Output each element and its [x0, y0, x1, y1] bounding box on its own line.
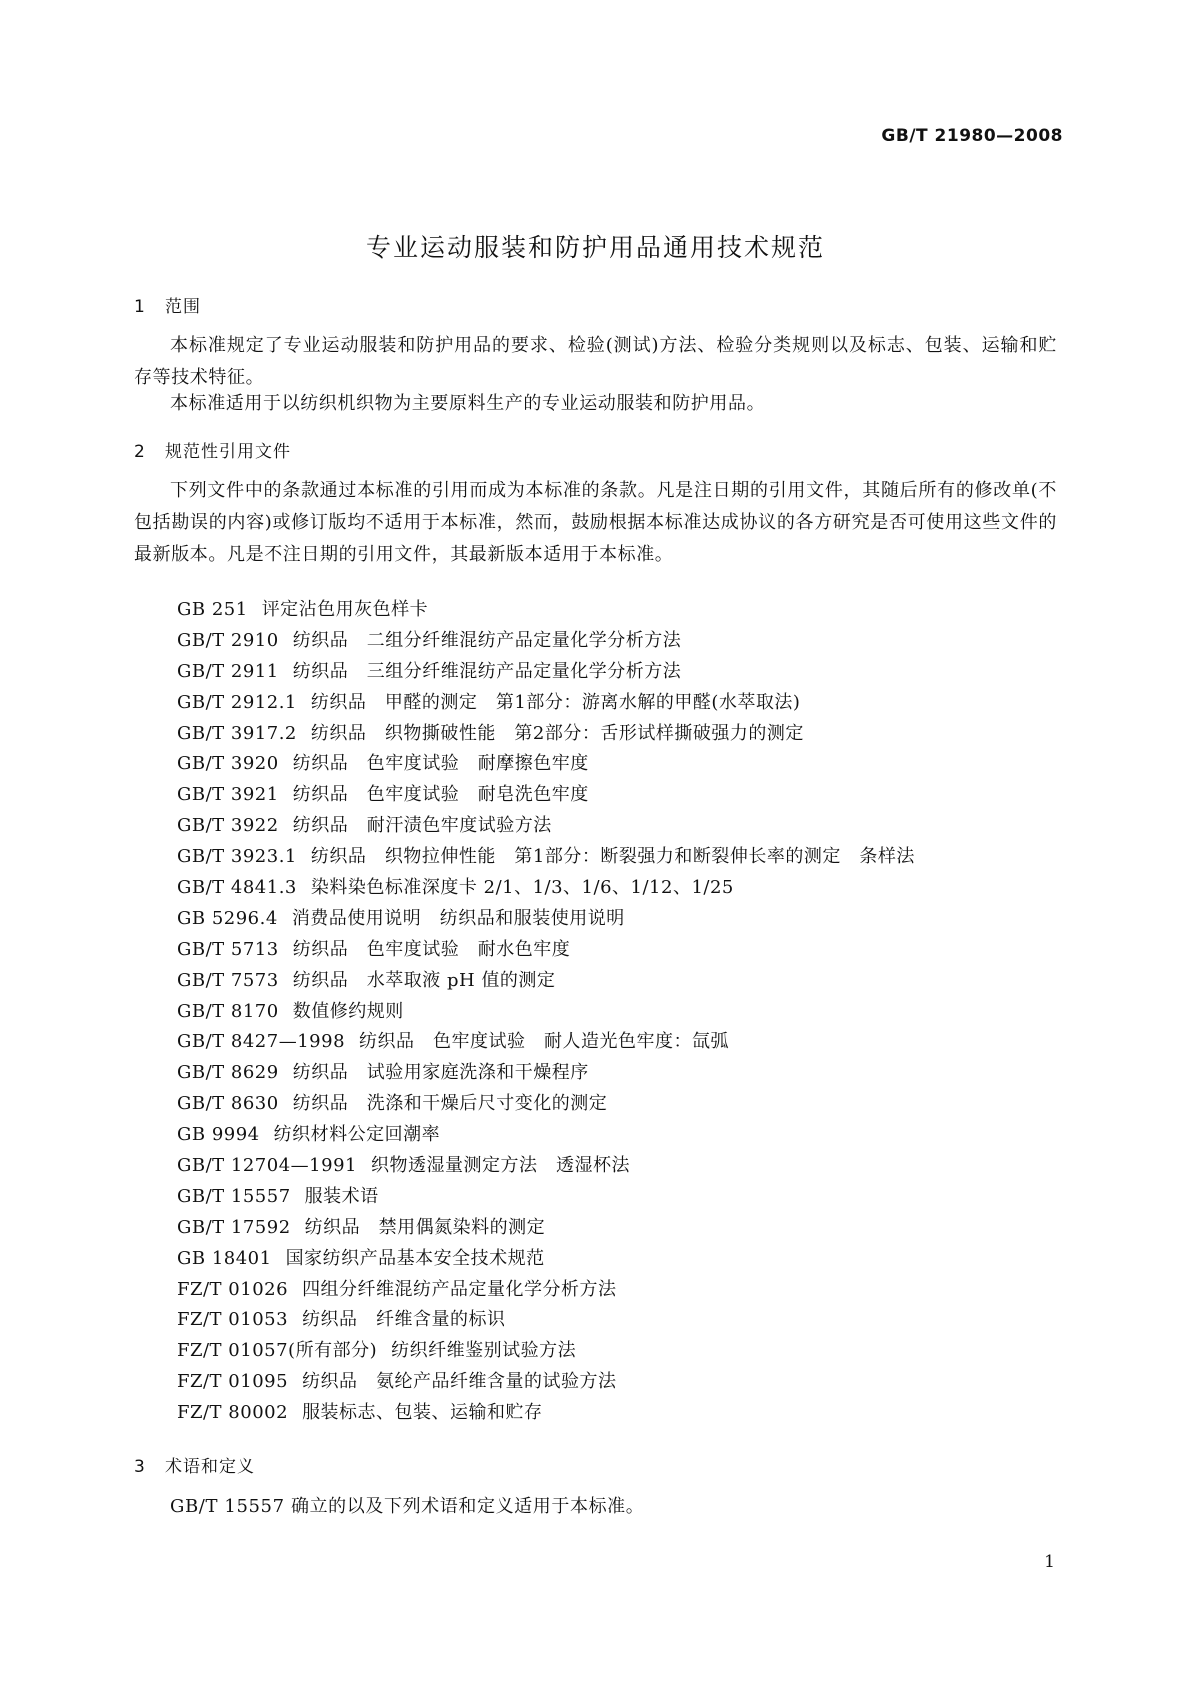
reference-item [177, 997, 915, 1028]
reference-code: FZ/T 01095 [177, 1371, 289, 1393]
reference-title: 国家纺织产品基本安全技术规范 [285, 1247, 545, 1269]
reference-title: 消费品使用说明 纺织品和服装使用说明 [291, 907, 625, 929]
section-number: 3 [134, 1457, 146, 1477]
reference-item [177, 595, 915, 626]
reference-code: GB 9994 [177, 1124, 260, 1146]
section-title: 范围 [165, 297, 201, 317]
reference-title: 纺织品 织物撕破性能 第2部分：舌形试样撕破强力的测定 [310, 722, 804, 744]
reference-title: 纺织品 色牢度试验 耐水色牢度 [292, 938, 571, 960]
reference-code: GB/T 3921 [177, 784, 279, 806]
reference-code: GB/T 8630 [177, 1093, 279, 1115]
reference-item [177, 1120, 915, 1151]
reference-title: 纺织品 禁用偶氮染料的测定 [304, 1216, 546, 1238]
reference-code: FZ/T 01026 [177, 1278, 289, 1300]
reference-item [177, 873, 915, 904]
reference-item [177, 1398, 915, 1429]
reference-code: GB/T 5713 [177, 938, 279, 960]
section-number: 1 [134, 297, 146, 317]
reference-code: FZ/T 80002 [177, 1402, 289, 1424]
reference-item [177, 1275, 915, 1306]
reference-code: GB/T 3922 [177, 815, 279, 837]
reference-title: 纺织纤维鉴别试验方法 [391, 1340, 577, 1362]
reference-title: 纺织材料公定回潮率 [273, 1124, 441, 1146]
reference-code: GB/T 3923.1 [177, 846, 297, 868]
reference-code: GB/T 8629 [177, 1062, 279, 1084]
reference-title: 纺织品 耐汗渍色牢度试验方法 [292, 815, 552, 837]
reference-item [177, 1244, 915, 1275]
reference-title: 纺织品 氨纶产品纤维含量的试验方法 [302, 1371, 617, 1393]
reference-title: 纺织品 甲醛的测定 第1部分：游离水解的甲醛(水萃取法) [310, 691, 801, 713]
section-3-heading [134, 1452, 255, 1477]
reference-code: GB/T 8170 [177, 1000, 279, 1022]
reference-code: GB/T 15557 [177, 1185, 291, 1207]
reference-title: 纺织品 洗涤和干燥后尺寸变化的测定 [292, 1093, 608, 1115]
section-2-heading [134, 437, 291, 462]
reference-item [177, 1182, 915, 1213]
reference-code: GB/T 12704—1991 [177, 1155, 357, 1177]
reference-code: FZ/T 01053 [177, 1309, 289, 1331]
section-1-paragraph-2: 本标准适用于以纺织机织物为主要原料生产的专业运动服装和防护用品。 [170, 393, 766, 414]
reference-item [177, 1305, 915, 1336]
reference-title: 纺织品 织物拉伸性能 第1部分：断裂强力和断裂伸长率的测定 条样法 [310, 846, 915, 868]
reference-title: 染料染色标准深度卡 2/1、1/3、1/6、1/12、1/25 [310, 877, 734, 899]
reference-code: GB 18401 [177, 1247, 272, 1269]
reference-item [177, 811, 915, 842]
page-number: 1 [1044, 1552, 1055, 1572]
reference-item [177, 780, 915, 811]
reference-title: 评定沾色用灰色样卡 [261, 599, 429, 620]
reference-code: GB/T 4841.3 [177, 877, 297, 899]
section-2-paragraph-1: 下列文件中的条款通过本标准的引用而成为本标准的条款。凡是注日期的引用文件，其随后所有的修改单(不包括勘误的内容)或修订版均不适用于本标准，然而，鼓励根据本标准达成协议的各方研究是否可使用这些文件的最新版本。凡是不注日期的引用文件，其最新版本适用于本标准。 [134, 480, 1057, 565]
reference-item [177, 1336, 915, 1367]
reference-code: GB/T 8427—1998 [177, 1031, 346, 1053]
reference-title: 纺织品 色牢度试验 耐皂洗色牢度 [292, 784, 589, 806]
reference-item [177, 749, 915, 780]
normative-references-list [177, 595, 915, 1429]
section-number: 2 [134, 442, 146, 462]
reference-title: 织物透湿量测定方法 透湿杯法 [370, 1155, 630, 1177]
reference-title: 纺织品 水萃取液 pH 值的测定 [292, 969, 556, 991]
reference-title: 纺织品 纤维含量的标识 [302, 1309, 506, 1331]
standard-number: GB/T 21980—2008 [881, 126, 1063, 146]
reference-title: 服装术语 [304, 1185, 379, 1207]
section-title: 术语和定义 [165, 1457, 255, 1477]
reference-code: GB/T 3917.2 [177, 722, 297, 744]
reference-item [177, 1151, 915, 1182]
reference-item [177, 719, 915, 750]
reference-item [177, 904, 915, 935]
reference-title: 服装标志、包装、运输和贮存 [302, 1402, 543, 1424]
reference-item [177, 1058, 915, 1089]
reference-code: GB/T 2910 [177, 629, 279, 651]
reference-item [177, 657, 915, 688]
section-3-paragraph-1: GB/T 15557 确立的以及下列术语和定义适用于本标准。 [170, 1496, 645, 1517]
reference-title: 数值修约规则 [292, 1000, 404, 1022]
reference-code: GB/T 17592 [177, 1216, 291, 1238]
reference-title: 纺织品 色牢度试验 耐摩擦色牢度 [292, 753, 589, 775]
reference-item [177, 626, 915, 657]
reference-item [177, 1089, 915, 1120]
reference-item [177, 935, 915, 966]
reference-title: 纺织品 三组分纤维混纺产品定量化学分析方法 [292, 660, 682, 682]
reference-code: GB/T 3920 [177, 753, 279, 775]
section-title: 规范性引用文件 [165, 442, 291, 462]
reference-code: GB/T 2911 [177, 660, 279, 682]
reference-code: GB 251 [177, 599, 248, 620]
reference-title: 纺织品 试验用家庭洗涤和干燥程序 [292, 1062, 589, 1084]
reference-item [177, 966, 915, 997]
reference-item [177, 1367, 915, 1398]
document-title: 专业运动服装和防护用品通用技术规范 [365, 233, 825, 262]
section-1-paragraph-1: 本标准规定了专业运动服装和防护用品的要求、检验(测试)方法、检验分类规则以及标志、包装、运输和贮存等技术特征。 [134, 335, 1057, 388]
section-1-heading [134, 292, 201, 317]
reference-title: 纺织品 色牢度试验 耐人造光色牢度：氙弧 [359, 1031, 730, 1053]
reference-title: 四组分纤维混纺产品定量化学分析方法 [302, 1278, 617, 1300]
reference-code: FZ/T 01057(所有部分) [177, 1340, 378, 1362]
reference-code: GB/T 2912.1 [177, 691, 297, 713]
reference-code: GB/T 7573 [177, 969, 279, 991]
reference-item [177, 1213, 915, 1244]
reference-item [177, 842, 915, 873]
reference-item [177, 1027, 915, 1058]
reference-item [177, 688, 915, 719]
reference-code: GB 5296.4 [177, 907, 278, 929]
reference-title: 纺织品 二组分纤维混纺产品定量化学分析方法 [292, 629, 682, 651]
